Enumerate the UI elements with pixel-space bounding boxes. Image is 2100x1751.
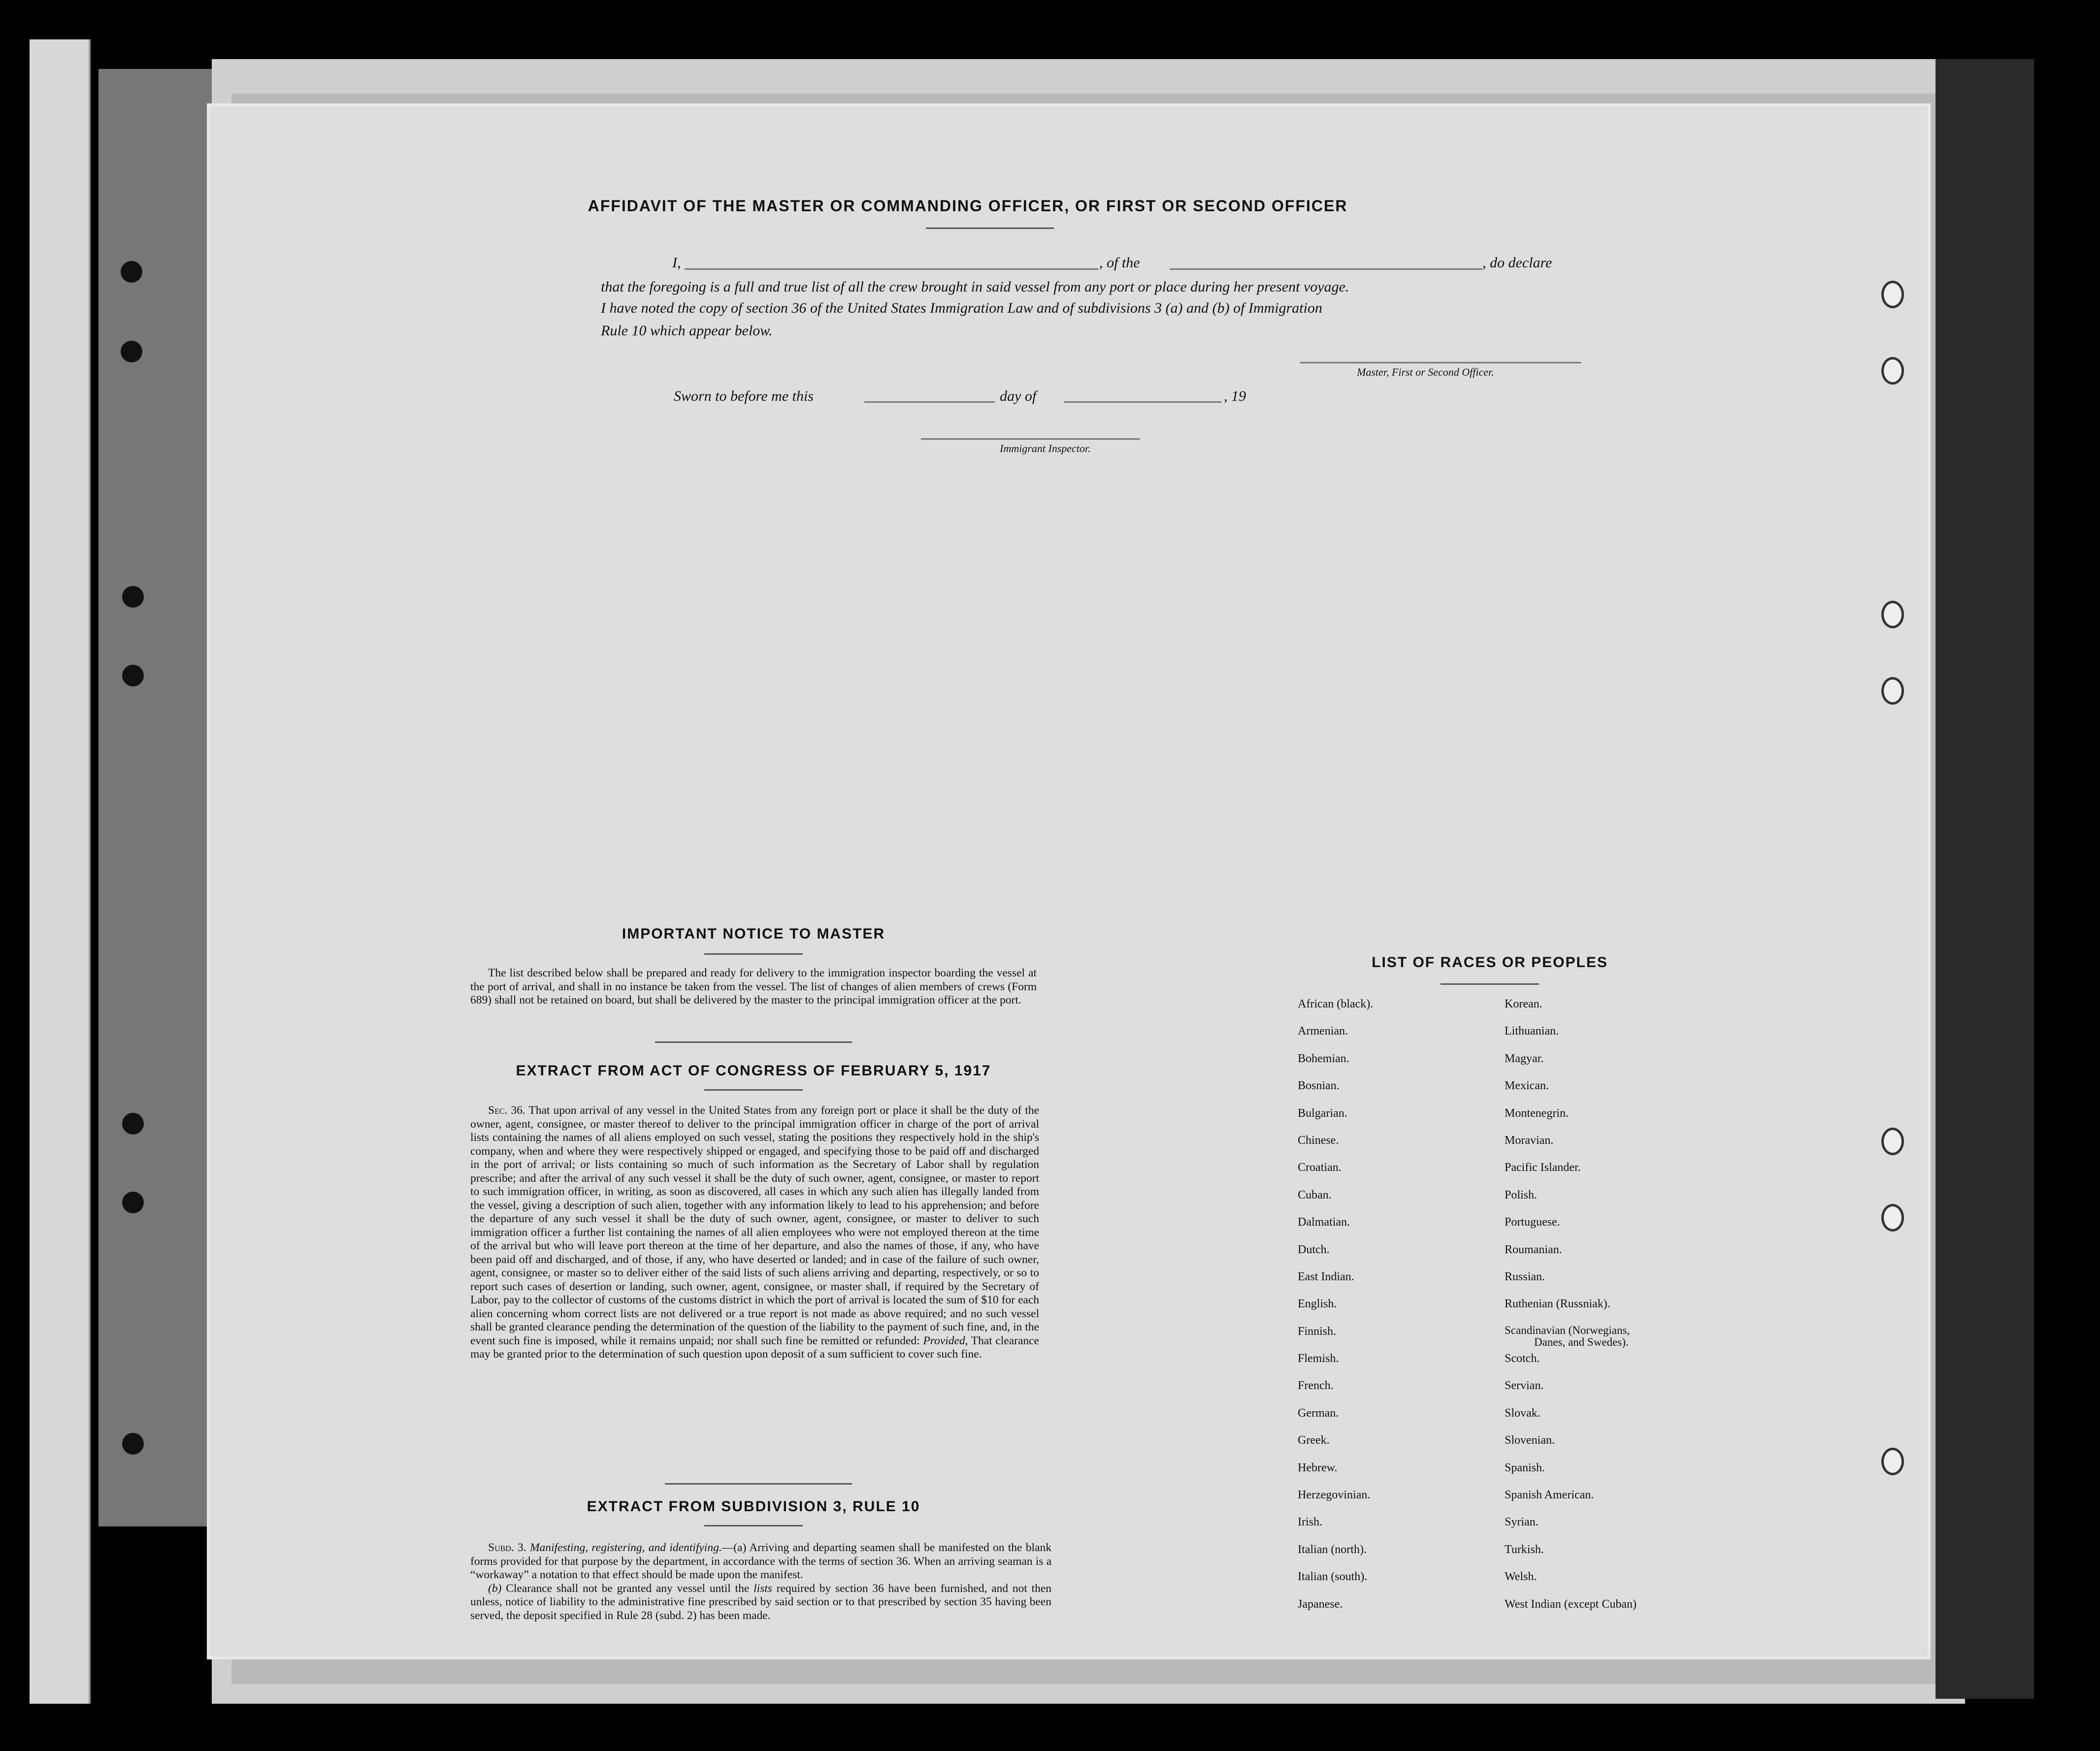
race-item: Italian (south). (1298, 1570, 1368, 1584)
subdivision-a-text: —(a) Arriving and departing seamen shall be manifested on the blank forms provided for that purpose by the department, in accordance with the terms of section 36. When an arriving seaman is a “workaway” a notation to that effect should be made upon the manifest. (470, 1541, 1051, 1581)
race-item: Dalmatian. (1298, 1216, 1350, 1229)
affidavit-line-3: I have noted the copy of section 36 of the United States Immigration Law and of subdivisions 3 (a) and (b) of Immigration (601, 300, 1322, 316)
race-item: Chinese. (1298, 1134, 1339, 1147)
section-36-proviso: That clearance may be granted prior to the determination of such question upon deposit of a sum sufficient to cover such fine. (470, 1334, 1039, 1361)
section-36-label: Sec. 36. (488, 1104, 525, 1117)
race-item: Hebrew. (1298, 1461, 1338, 1474)
race-item: Welsh. (1505, 1570, 1537, 1584)
race-item: Italian (north). (1298, 1543, 1367, 1556)
race-item: Montenegrin. (1505, 1106, 1569, 1120)
year-label: , 19 (1224, 388, 1246, 404)
race-item-scandinavian (1505, 1325, 1637, 1352)
notice-text (470, 967, 1037, 1007)
race-item: Dutch. (1298, 1243, 1330, 1256)
ring-hole-icon (1881, 357, 1904, 385)
binder-hole-icon (121, 341, 142, 362)
race-item: Slovenian. (1505, 1434, 1555, 1447)
ring-hole-icon (1881, 1204, 1904, 1232)
race-item: Japanese. (1298, 1597, 1343, 1611)
race-item: West Indian (except Cuban) (1505, 1597, 1637, 1611)
sworn-day-blank[interactable] (864, 401, 995, 403)
race-item: Herzegovinian. (1298, 1489, 1371, 1502)
rule-10-text (470, 1541, 1051, 1622)
title-divider (926, 227, 1054, 229)
race-item: Bosnian. (1298, 1079, 1340, 1093)
affidavit-title: AFFIDAVIT OF THE MASTER OR COMMANDING OFFICER, OR FIRST OR SECOND OFFICER (588, 197, 1348, 215)
race-item: Irish. (1298, 1516, 1322, 1529)
sworn-month-blank[interactable] (1064, 401, 1221, 403)
race-item: Slovak. (1505, 1406, 1541, 1420)
race-item: Spanish. (1505, 1461, 1545, 1474)
race-item: Turkish. (1505, 1543, 1544, 1556)
race-item: Roumanian. (1505, 1243, 1562, 1256)
subdivision-label: Subd. 3. (488, 1541, 526, 1554)
race-item: Flemish. (1298, 1352, 1339, 1365)
affidavit-of-the-label: , of the (1099, 255, 1140, 271)
ring-hole-icon (1881, 281, 1904, 308)
race-item: Scotch. (1505, 1352, 1540, 1365)
race-item: East Indian. (1298, 1270, 1354, 1283)
race-item: Bohemian. (1298, 1052, 1349, 1065)
race-item: German. (1298, 1406, 1339, 1420)
inspector-signature-blank[interactable] (921, 438, 1140, 440)
race-item: Polish. (1505, 1188, 1538, 1201)
right-edge-shadow (1936, 59, 2034, 1699)
notice-paragraph: The list described below shall be prepared and ready for delivery to the immigration inspector boarding the vessel at the port of arrival, and shall in no instance be taken from the vessel. The list of changes of alien members of crews (Form 689) shall not be retained on board, but shall be delivered by the master to the principal immigration officer at the port. (470, 967, 1037, 1006)
ring-hole-icon (1881, 677, 1904, 705)
race-item: Finnish. (1298, 1325, 1337, 1338)
races-list-title: LIST OF RACES OR PEOPLES (1372, 954, 1608, 971)
act-extract-divider (704, 1089, 803, 1091)
race-item: Lithuanian. (1505, 1025, 1559, 1038)
subdivision-b-text-1: Clearance shall not be granted any vessel until the (506, 1582, 750, 1595)
race-item: Mexican. (1505, 1079, 1549, 1093)
sworn-label: Sworn to before me this (674, 388, 814, 404)
binder-hole-icon (122, 665, 144, 686)
race-item: English. (1298, 1297, 1337, 1311)
affidavit-declare-label: , do declare (1482, 255, 1552, 271)
race-item: Cuban. (1298, 1188, 1332, 1201)
race-item: French. (1298, 1379, 1334, 1393)
race-item: Scandinavian (Norwegians, (1505, 1324, 1630, 1336)
race-item: Bulgarian. (1298, 1106, 1347, 1120)
race-item: Ruthenian (Russniak). (1505, 1297, 1610, 1311)
race-item: Moravian. (1505, 1134, 1554, 1147)
ring-hole-icon (1881, 601, 1904, 628)
affidavit-line-4: Rule 10 which appear below. (601, 323, 773, 339)
section-36-body: That upon arrival of any vessel in the United States from any foreign port or place it shall be the duty of the owner, agent, consignee, or master thereof to deliver to the principal immigration officer in charge of the port of arrival lists containing the names of all aliens employed on such vessel, stating the positions they respectively hold in the ship's company, when and where they were respectively shipped or engaged, and specifying those to be paid off and discharged in the port of arrival; or lists containing so much of such information as the Secretary of Labor shall by regulation prescribe; and after the arrival of any such vessel it shall be the duty of such owner, agent, consignee, or master to report to such immigration officer, in writing, as soon as discovered, all cases in which any such alien has illegally landed from the vessel, giving a description of such alien, together with any information likely to lead to his apprehension; and before the departure of any such vessel it shall be the duty of such owner, agent, consignee, or master to deliver to such immigration officer a further list containing the names of all alien employees who were not employed thereon at the time of the arrival but who will leave port thereon at the time of her departure, and also the names of those, if any, who have been paid off and discharged, and of those, if any, who have deserted or landed; and in case of the failure of such owner, agent, consignee, or master so to deliver either of the said lists of such aliens arriving and departing, respectively, or so to report such cases of desertion or landing, such owner, agent, consignee, or master shall, if required by the Secretary of Labor, pay to the collector of customs of the customs district in which the port of arrival is located the sum of $10 for each alien concerning whom correct lists are not delivered or a true report is not made as above required; and no such vessel shall be granted clearance pending the determination of the question of the liability to the payment of such fine, and, in the event such fine is imposed, while it remains unpaid; nor shall such fine be remitted or refunded: (470, 1104, 1039, 1347)
ring-hole-icon (1881, 1448, 1904, 1475)
race-item-continuation: Danes, and Swedes). (1534, 1335, 1629, 1348)
races-divider (1441, 983, 1539, 985)
rule-extract-divider (704, 1525, 803, 1526)
act-extract-title: EXTRACT FROM ACT OF CONGRESS OF FEBRUARY 5, 1917 (516, 1063, 991, 1079)
races-right-column (1505, 997, 1637, 1624)
section-36-text (470, 1104, 1039, 1362)
race-item: Korean. (1505, 998, 1542, 1010)
ring-hole-icon (1881, 1128, 1904, 1155)
master-name-blank[interactable] (685, 268, 1098, 270)
binder-hole-icon (122, 1433, 144, 1455)
binding-strip (30, 39, 91, 1704)
subdivision-b-label: (b) (488, 1582, 502, 1595)
race-item: Pacific Islander. (1505, 1161, 1581, 1174)
race-item: Armenian. (1298, 1025, 1348, 1038)
section-divider (665, 1483, 852, 1485)
race-item: African (black). (1298, 998, 1374, 1010)
race-item: Syrian. (1505, 1516, 1539, 1529)
lists-word: lists (754, 1582, 772, 1595)
master-signature-caption: Master, First or Second Officer. (1357, 366, 1494, 378)
provided-label: Provided, (923, 1334, 968, 1347)
section-divider (655, 1041, 852, 1043)
race-item: Magyar. (1505, 1052, 1544, 1065)
vessel-name-blank[interactable] (1170, 268, 1482, 270)
day-of-label: day of (1000, 388, 1037, 404)
notice-divider (704, 953, 803, 955)
binder-hole-icon (122, 1113, 144, 1135)
race-item: Servian. (1505, 1379, 1544, 1393)
affidavit-i-label: I, (672, 255, 681, 271)
binder-hole-icon (122, 1192, 144, 1213)
race-item: Russian. (1505, 1270, 1545, 1283)
subdivision-heading: Manifesting, registering, and identifying. (529, 1541, 722, 1554)
affidavit-line-2: that the foregoing is a full and true list of all the crew brought in said vessel from any port or place during her present voyage. (601, 279, 1349, 295)
manifest-page (207, 103, 1931, 1659)
race-item: Spanish American. (1505, 1489, 1594, 1502)
race-item: Croatian. (1298, 1161, 1342, 1174)
binder-hole-icon (122, 586, 144, 608)
races-left-column (1298, 997, 1373, 1624)
rule-extract-title: EXTRACT FROM SUBDIVISION 3, RULE 10 (587, 1498, 920, 1515)
race-item: Portuguese. (1505, 1216, 1560, 1229)
inspector-signature-caption: Immigrant Inspector. (1000, 442, 1091, 454)
notice-title: IMPORTANT NOTICE TO MASTER (622, 926, 886, 942)
subdivision-b-text-2: required by section 36 have been furnished, and not then unless, notice of liability to the administrative fine prescribed by said section or to that prescribed by section 35 having been served, the deposit specified in Rule 28 (subd. 2) has been made. (470, 1582, 1052, 1622)
master-signature-blank[interactable] (1300, 362, 1581, 363)
binder-hole-icon (121, 261, 142, 283)
race-item: Greek. (1298, 1434, 1330, 1447)
